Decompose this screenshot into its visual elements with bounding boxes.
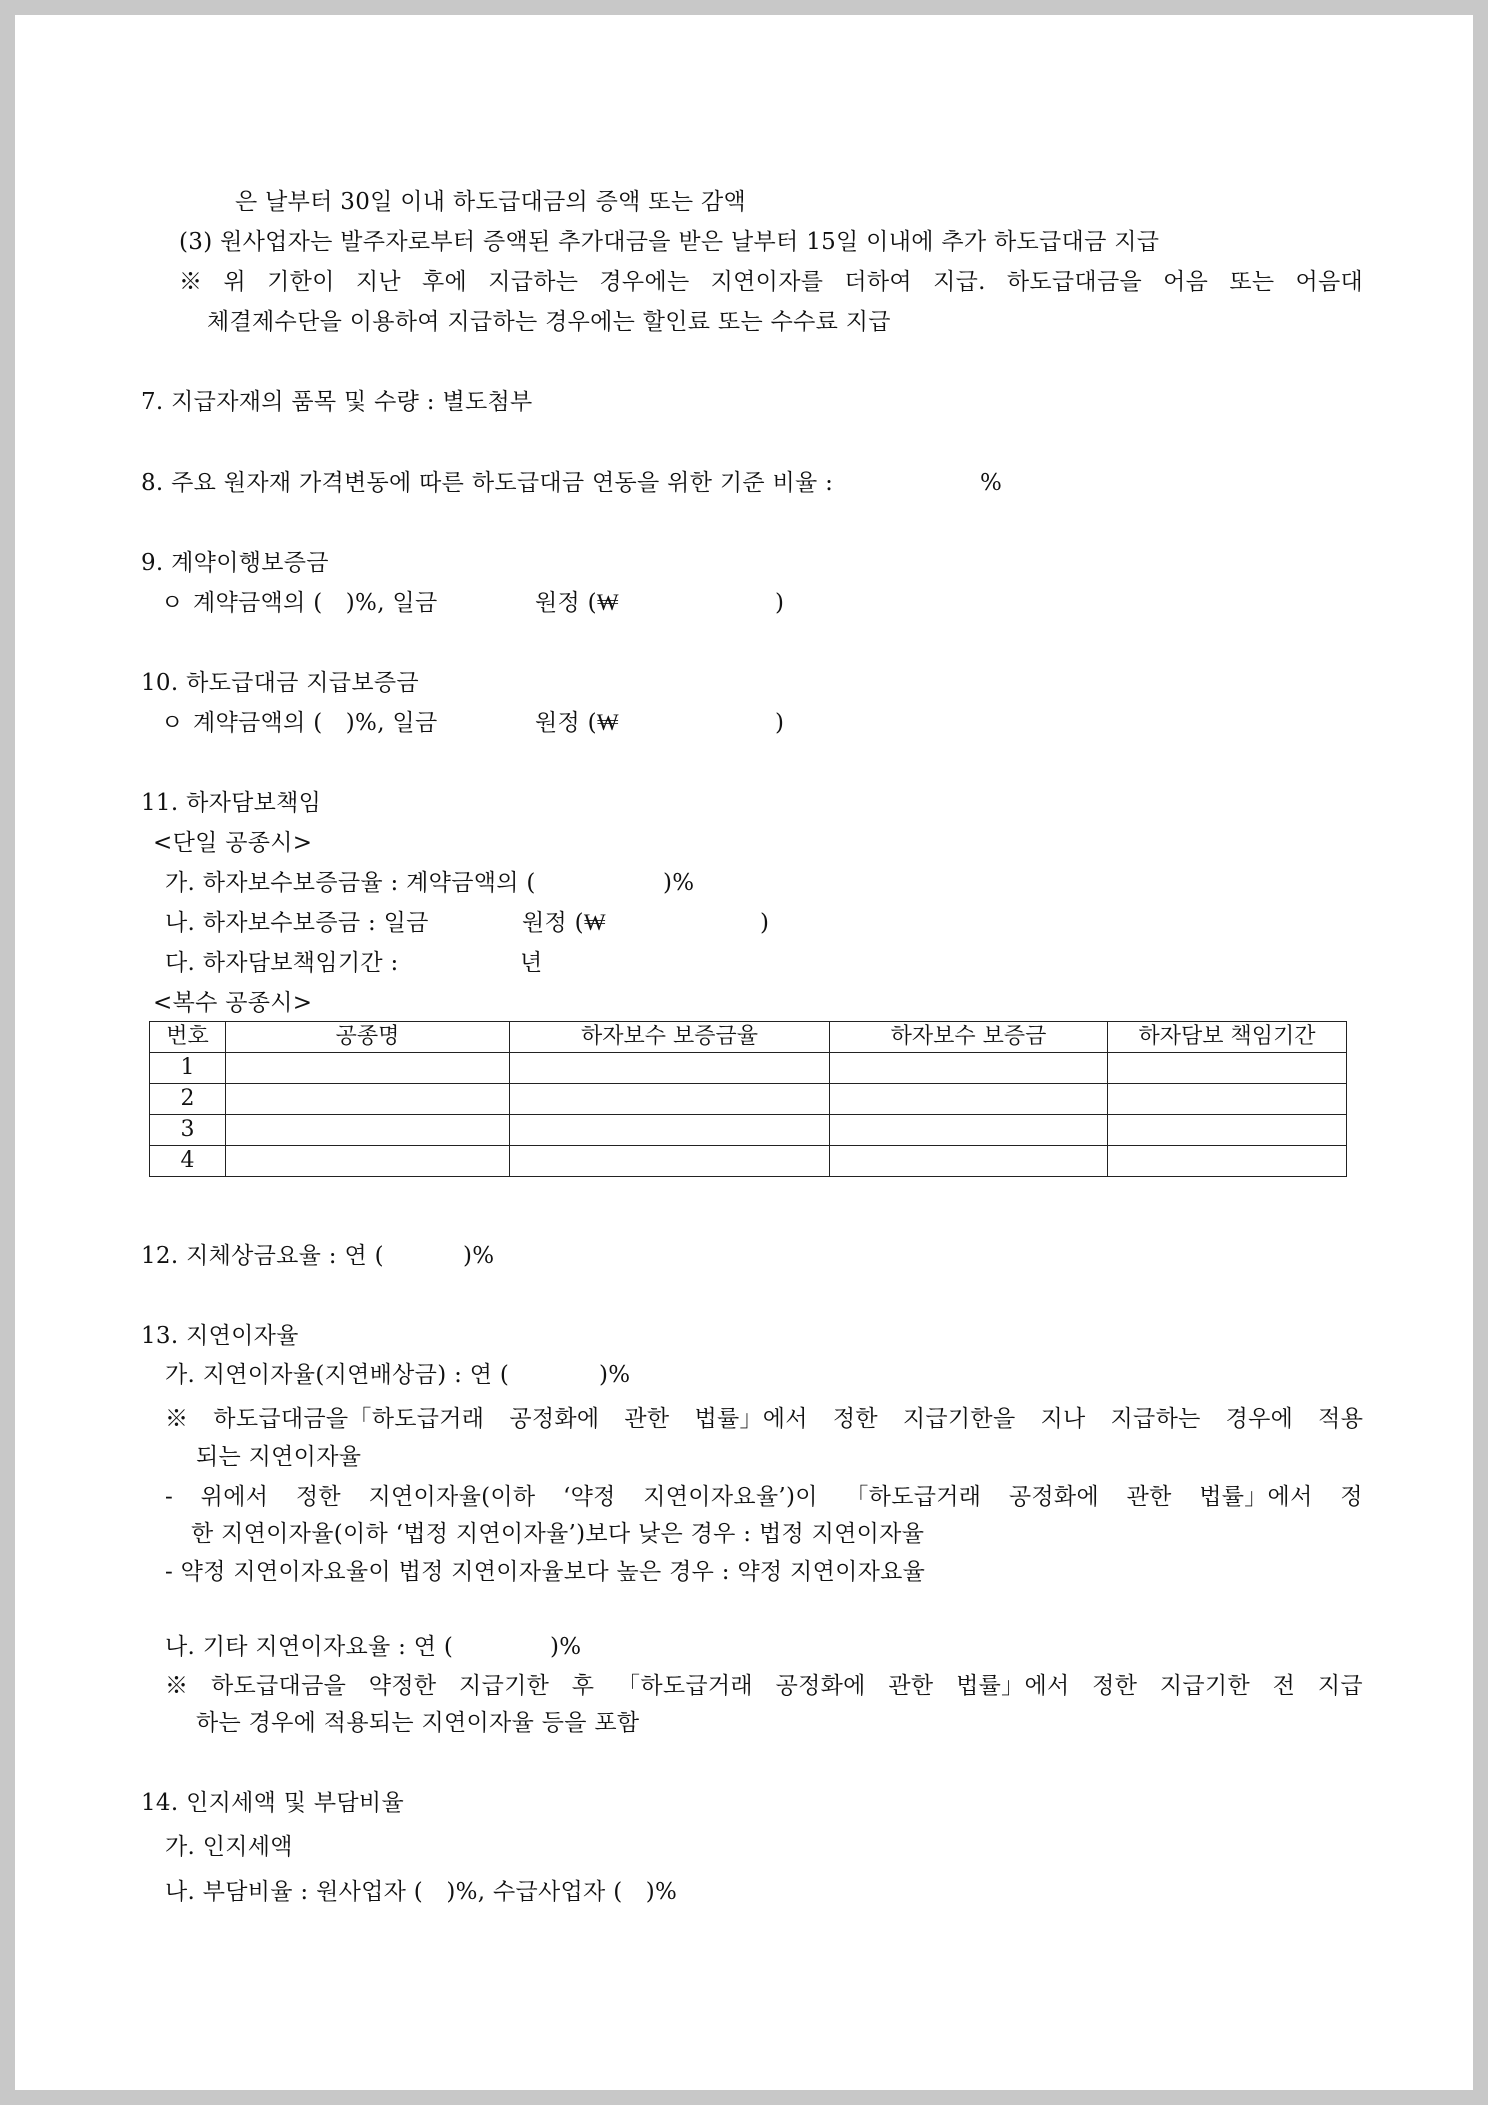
section-11-item-c: 다. 하자담보책임기간 : [165,950,399,976]
section-13-dash-1-line-1 [165,1482,1363,1512]
section-11-title: 11. 하자담보책임 [141,790,322,816]
defect-liability-table [149,1021,1347,1177]
cell-guarantee-amount[interactable] [830,1084,1108,1115]
cell-guarantee-amount[interactable] [830,1146,1108,1177]
note-a-text: ※ 하도급대금을「하도급거래 공정화에 관한 법률」에서 정한 지급기한을 지나 지급하는 경우에 적용 [165,1406,1364,1432]
section-13-note-a-line-2: 되는 지연이자율 [196,1444,362,1470]
section-13-item-b-close: )% [550,1634,582,1660]
section-8-unit: % [980,470,1003,496]
document-page [15,15,1473,2090]
cell-liability-period[interactable] [1108,1146,1347,1177]
payment-note-line-2: 체결제수단을 이용하여 지급하는 경우에는 할인료 또는 수수료 지급 [207,309,891,335]
section-12-title: 12. 지체상금요율 : 연 ( [141,1243,384,1269]
section-10-rate: 계약금액의 ( )%, 일금 [193,710,438,736]
cell-guarantee-rate[interactable] [510,1146,830,1177]
section-13-note-a-line-1 [165,1404,1363,1434]
payment-line-2: (3) 원사업자는 발주자로부터 증액된 추가대금을 받은 날부터 15일 이내에 추가 하도급대금 지급 [179,229,1160,255]
section-9-title: 9. 계약이행보증금 [141,550,329,576]
cell-guarantee-rate[interactable] [510,1053,830,1084]
section-14-item-b: 나. 부담비율 : 원사업자 ( )%, 수급사업자 ( )% [165,1879,678,1905]
section-11-single-heading: <단일 공종시> [153,830,313,856]
row-number: 2 [150,1084,226,1115]
table-header-row [150,1022,1347,1053]
cell-liability-period[interactable] [1108,1053,1347,1084]
table-row [150,1115,1347,1146]
cell-guarantee-amount[interactable] [830,1115,1108,1146]
cell-liability-period[interactable] [1108,1084,1347,1115]
section-14-item-a: 가. 인지세액 [165,1834,293,1860]
section-10-title: 10. 하도급대금 지급보증금 [141,670,419,696]
section-13-note-b-line-2: 하는 경우에 적용되는 지연이자율 등을 포함 [196,1710,640,1736]
section-13-item-b: 나. 기타 지연이자요율 : 연 ( [165,1634,454,1660]
section-11-item-c-unit: 년 [520,950,543,976]
cell-work-type[interactable] [226,1053,510,1084]
payment-note-line-1 [179,267,1363,297]
payment-note-text: ※ 위 기한이 지난 후에 지급하는 경우에는 지연이자를 더하여 지급. 하도급대금을 어음 또는 어음대 [179,269,1364,295]
section-12-close: )% [463,1243,495,1269]
section-9-amount-close: ) [775,590,785,616]
table-row [150,1146,1347,1177]
col-header-work-type: 공종명 [226,1022,510,1053]
section-10-bullet: ㅇ [161,710,184,736]
cell-guarantee-amount[interactable] [830,1053,1108,1084]
section-11-item-a: 가. 하자보수보증금율 : 계약금액의 ( [165,870,536,896]
section-11-item-b: 나. 하자보수보증금 : 일금 [165,910,429,936]
row-number: 3 [150,1115,226,1146]
table-row [150,1053,1347,1084]
section-11-item-b-amount: 원정 (₩ [522,910,606,936]
section-11-item-b-close: ) [760,910,770,936]
note-b-text: ※ 하도급대금을 약정한 지급기한 후 「하도급거래 공정화에 관한 법률」에서 정한 지급기한 전 지급 [165,1673,1363,1699]
section-13-dash-2: - 약정 지연이자요율이 법정 지연이자율보다 높은 경우 : 약정 지연이자요율 [165,1559,926,1585]
section-13-item-a-close: )% [599,1362,631,1388]
cell-work-type[interactable] [226,1115,510,1146]
section-7-title: 7. 지급자재의 품목 및 수량 : 별도첨부 [141,389,533,415]
col-header-guarantee-amount: 하자보수 보증금 [830,1022,1108,1053]
row-number: 4 [150,1146,226,1177]
section-13-item-a: 가. 지연이자율(지연배상금) : 연 ( [165,1362,510,1388]
col-header-number: 번호 [150,1022,226,1053]
cell-guarantee-rate[interactable] [510,1115,830,1146]
table-row [150,1084,1347,1115]
dash-1-text: - 위에서 정한 지연이자율(이하 ‘약정 지연이자요율’)이 「하도급거래 공정화에 관한 법률」에서 정 [165,1484,1363,1510]
section-9-rate: 계약금액의 ( )%, 일금 [193,590,438,616]
section-13-dash-1-line-2: 한 지연이자율(이하 ‘법정 지연이자율’)보다 낮은 경우 : 법정 지연이자율 [191,1521,925,1547]
section-11-item-a-close: )% [663,870,695,896]
row-number: 1 [150,1053,226,1084]
section-10-amount-close: ) [775,710,785,736]
col-header-guarantee-rate: 하자보수 보증금율 [510,1022,830,1053]
payment-line-1: 은 날부터 30일 이내 하도급대금의 증액 또는 감액 [235,189,746,215]
cell-work-type[interactable] [226,1084,510,1115]
section-9-amount: 원정 (₩ [535,590,619,616]
section-13-note-b-line-1 [165,1671,1363,1701]
cell-work-type[interactable] [226,1146,510,1177]
section-8-title: 8. 주요 원자재 가격변동에 따른 하도급대금 연동을 위한 기준 비율 : [141,470,834,496]
section-14-title: 14. 인지세액 및 부담비율 [141,1790,404,1816]
section-10-amount: 원정 (₩ [535,710,619,736]
cell-liability-period[interactable] [1108,1115,1347,1146]
section-9-bullet: ㅇ [161,590,184,616]
section-11-multi-heading: <복수 공종시> [153,990,313,1016]
section-13-title: 13. 지연이자율 [141,1323,299,1349]
cell-guarantee-rate[interactable] [510,1084,830,1115]
col-header-liability-period: 하자담보 책임기간 [1108,1022,1347,1053]
